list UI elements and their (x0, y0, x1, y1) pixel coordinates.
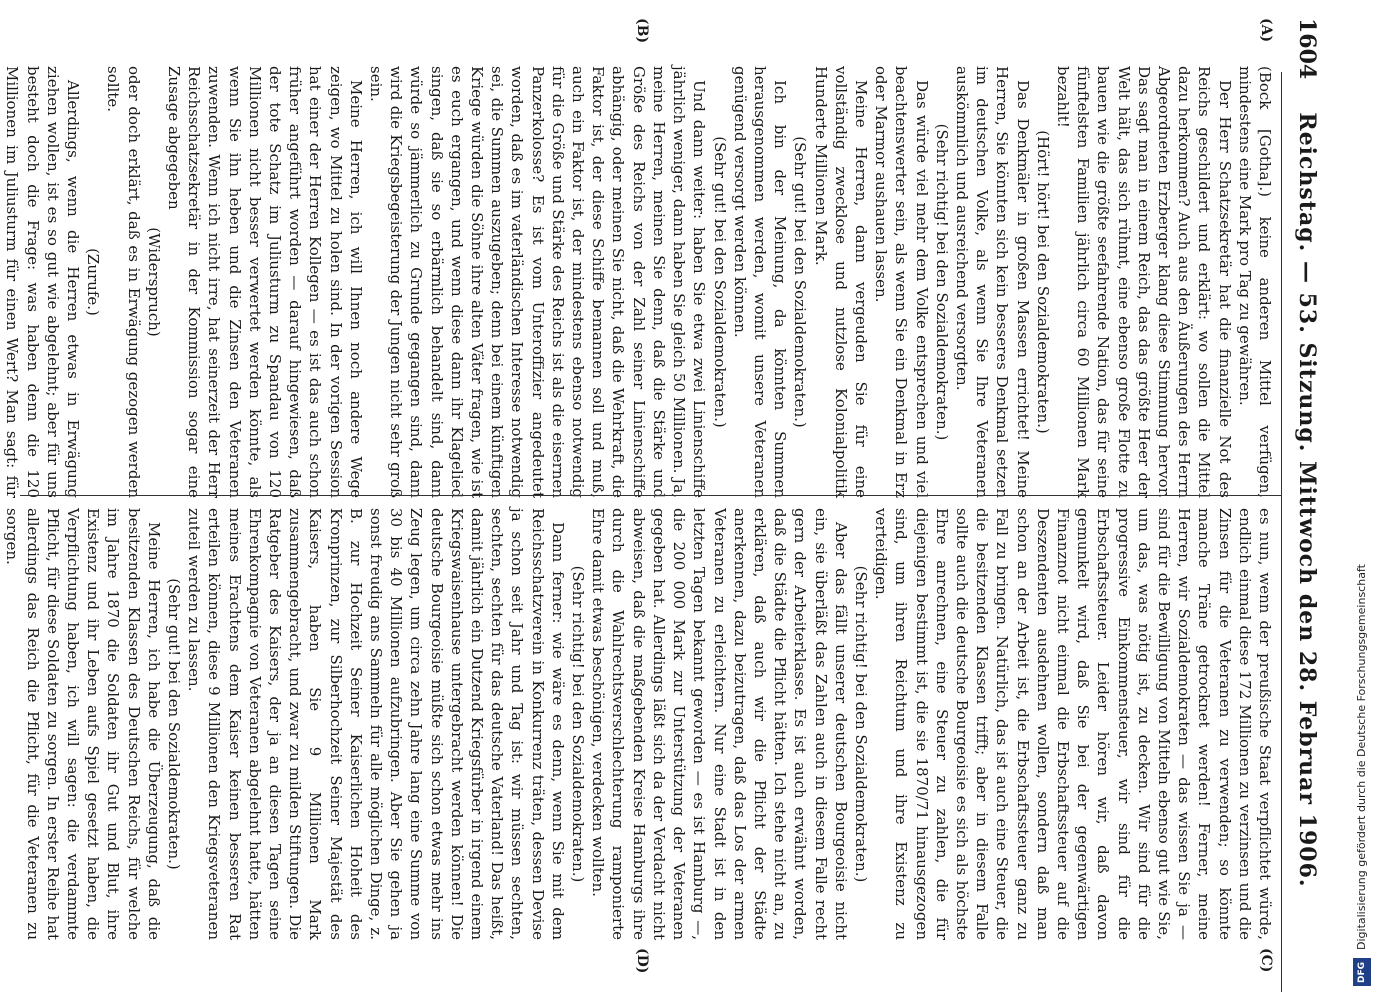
column-divider (20, 495, 1282, 496)
margin-mark-b: (B) (634, 18, 650, 44)
paragraph: Allerdings, wenn die Herren etwas in Erwägung ziehen wollen, ist es so gut wie abgelehnt; aber für uns besteht doch die Frage: was haben denn die 120 Millionen im Juliusturm für einen Wert? Man sagt: für (3, 66, 83, 498)
header-rule (1281, 72, 1282, 992)
interjection: (Sehr richtig! bei den Sozialdemokraten.) (569, 565, 588, 883)
interjection: (Sehr gut! bei den Sozialdemokraten.) (791, 136, 810, 428)
paragraph: (Bock [Gotha].) keine anderen Mittel verfügen, mindestens eine Mark pro Tag zu gewähren. (1235, 66, 1274, 498)
paragraph: Der Herr Schatzsekretär hat die finanzielle Not des Reichs geschildert und erklärt: wo sollen die Mittel dazu herkommen? Auch aus den Äußerungen des Herrn Abgeordneten Erzberger klang diese Stimmung hervor. Das sagt man in einem Reich, das das größte Heer der Welt hält, das sich rühmt, eine ebenso große Flotte zu bauen wie die größte seefahrende Nation, das für seine fünftelsten Familien jährlich circa 60 Millionen Mark bezahlt! (1053, 66, 1234, 498)
interjection: (Hört! hört! bei den Sozialdemokraten.) (1033, 130, 1052, 434)
left-text-column (0, 66, 1275, 498)
paragraph: Und dann weiter: haben Sie etwa zwei Linienschiffe jährlich weniger, dann haben Sie gleich 50 Millionen. Ja, meine Herren, meinen Sie denn, daß die Stärke und Größe des Reichs von der Zahl seiner Linienschiffe abhängig, oder meinen Sie nicht, daß die Wehrkraft, die Faktor ist, der diese Schiffe bemannen soll und muß, auch ein Faktor ist, der mindestens ebenso notwendig für die Größe und Stärke des Reichs ist als die eisernen Panzerkolosse? Es ist vom Unteroffizier angedeutet worden, daß es im vaterländischen Interesse notwendig sei, die Summen auszugeben; denn bei einem künftigen Kriege würden die Söhne ihre alten Väter fragen, wie ist es euch ergangen, und wenn diese dann ihr Klagelied singen, daß sie so erbärmlich behandelt sind, dann würde so jämmerlich zu Grunde gegangen sind, dann wird die Kriegsbegeisterung der Jungen nicht sehr groß sein. (367, 66, 709, 498)
page-header (1284, 0, 1330, 1000)
margin-mark-c: (C) (1258, 948, 1274, 973)
page-number: 1604 (1294, 18, 1320, 80)
interjection: (Sehr gut! bei den Sozialdemokraten.) (165, 578, 184, 870)
interjection (0, 508, 2, 940)
interjection: (Sehr richtig! bei den Sozialdemokraten.) (932, 123, 951, 441)
paragraph: oder doch erklärt, daß es in Erwägung gezogen werden sollte. (104, 66, 143, 498)
interjection: (Sehr gut! bei den Sozialdemokraten.) (710, 136, 729, 428)
interjection: (Sehr richtig! bei den Sozialdemokraten.) (851, 565, 870, 883)
paragraph: Ich bin der Meinung, da könnten Summen herausgenommen werden, womit unsere Veteranen genügend versorgt werden können. (730, 66, 790, 498)
page-title: Reichstag. — 53. Sitzung. Mittwoch den 28. Februar 1906. (1294, 112, 1320, 888)
right-text-column (0, 508, 1275, 940)
footer-credit: Digitalisierung gefördert durch die Deutsche Forschungsgemeinschaft (1355, 564, 1368, 950)
paragraph: Aber das fällt unserer deutschen Bourgeoisie nicht ein, sie überläßt das Zahlen auch in diesem Falle recht gern der Arbeiterklasse. Es ist auch erwähnt worden, daß die Städte die Pflicht hätten. Ich stehe nicht an, zu erklären, daß auch wir die Pflicht der Städte anerkennen, dazu beizutragen, daß das Los der armen Veteranen zu erleichtern. Nur eine Stadt ist in den letzten Tagen bekannt geworden — es ist Hamburg —, die 200 000 Mark zur Unterstützung der Veteranen gegeben hat. Allerdings läßt sich da der Verdacht nicht abweisen, daß die maßgebenden Kreise Hamburgs ihre durch die Wahlrechtsverschlechterung ramponierte Ehre damit etwas beschönigen, verdecken wollten. (589, 508, 850, 940)
paragraph: Dann ferner: wie wäre es denn, wenn Sie mit dem Reichsschatzverein in Konkurrenz träten, dessen Devise ja schon seit Jahr und Tag ist: wir müssen sechten, sechten, sechten für das deutsche Vaterland! Das heißt, damit jährlich ein Dutzend Kriegsfürber in irgend einem Kriegswaisenhause untergebracht werden können! Die deutsche Bourgeoisie müßte sich schon etwas mehr ins Zeug legen, um circa zehn Jahre lang eine Summe von 30 bis 40 Millionen aufzubringen. Aber Sie gehen ja sonst freudig ans Sammeln für alle möglichen Dinge, z. B. zur Hochzeit Seiner Kaiserlichen Hoheit des Kronprinzen, zur Silberhochzeit Seiner Majestät des Kaisers, haben Sie 9 Millionen Mark zusammengebracht, und zwar zu milden Stiftungen. Die Ratgeber des Kaisers, der ja an diesen Tagen seine Ehrenkompagnie von Veteranen abgelehnt hatte, hätten meines Erachtens dem Kaiser keinen besseren Rat erteilen können, diese 9 Millionen den Kriegsveteranen zuteil werden zu lassen. (185, 508, 567, 940)
digitization-footer (1343, 480, 1383, 1000)
paragraph: Das Denkmäler in großen Massen errichtet! Meine Herren, Sie könnten sich kein besseres Denkmal setzen im deutschen Volke, als wenn Sie Ihre Veteranen auskömmlich und ausreichend versorgten. (952, 66, 1032, 498)
margin-mark-d: (D) (634, 948, 650, 974)
dfg-logo: DFG (1353, 958, 1371, 986)
interjection: (Widerspruch) (144, 227, 163, 337)
paragraph: Meine Herren, dann vergeuden Sie für eine vollständig zwecklose und nutzlose Kolonialpolitik Hunderte Millionen Mark. (811, 66, 870, 498)
paragraph: Meine Herren, ich habe die Überzeugung, daß die besitzenden Klassen des Deutschen Reichs, für welche im Jahre 1870 die Soldaten ihr Gut und Blut, ihre Existenz und ihr Leben aufs Spiel gesetzt haben, die Verpflichtung haben, ich will sagen: die verdammte Pflicht, für diese Soldaten zu sorgen. In erster Reihe hat allerdings das Reich die Pflicht, für die Veteranen zu sorgen. (3, 508, 163, 940)
paragraph: es nun, wenn der preußische Staat verpflichtet würde, endlich einmal diese 172 Millionen zu verzinsen und die Zinsen für die Veteranen zu verwenden; so könnte manche Träne getrocknet werden! Ferner, meine Herren, wir Sozialdemokraten — das wissen Sie ja — sind für die Bewilligung von Mitteln ebenso gut wie Sie, um das, was nötig ist, zu decken. Wir sind für die progressive Einkommensteuer, wir sind für die Erbschaftssteuer. Leider hören wir, daß davon gemunkelt wird, daß Sie bei der gegenwärtigen Finanznot nicht einmal die Erbschaftssteuer auf die Deszendenten ausdehnen wollen, sondern daß man schon an der Arbeit ist, die Erbschaftssteuer ganz zu Fall zu bringen. Natürlich, das ist auch eine Steuer, die die besitzenden Klassen trifft; aber in diesem Falle sollte auch die deutsche Bourgeoisie es sich als höchste Ehre anrechnen, eine Steuer zu zahlen, die für diejenigen bestimmt ist, die sie 1870/71 hinausgezogen sind, um ihren Reichtum und ihre Existenz zu verteidigen. (872, 508, 1274, 940)
paragraph: Das würde viel mehr dem Volke entsprechen und viel beachtenswerter sein, als wenn Sie ein Denkmal in Erz oder Marmor aushauen lassen. (872, 66, 931, 498)
margin-mark-a: (A) (1258, 18, 1274, 43)
paragraph: Meine Herren, ich will Ihnen noch andere Wege zeigen, wo Mittel zu holen sind. In der vorigen Session hat einer der Herren Kollegen — es ist das auch schon früher angeführt worden — darauf hingewiesen, daß der tote Schatz im Juliusturm zu Spandau von 120 Millionen nicht besser verwertet werden könnte, als wenn Sie ihn heben und die Zinsen den Veteranen zuwenden. Wenn ich nicht irre, hat seinerzeit der Herr Reichsschatzsekretär in der Kommission sogar eine Zusage abgegeben (165, 66, 365, 498)
interjection: (Zurufe.) (84, 248, 103, 316)
